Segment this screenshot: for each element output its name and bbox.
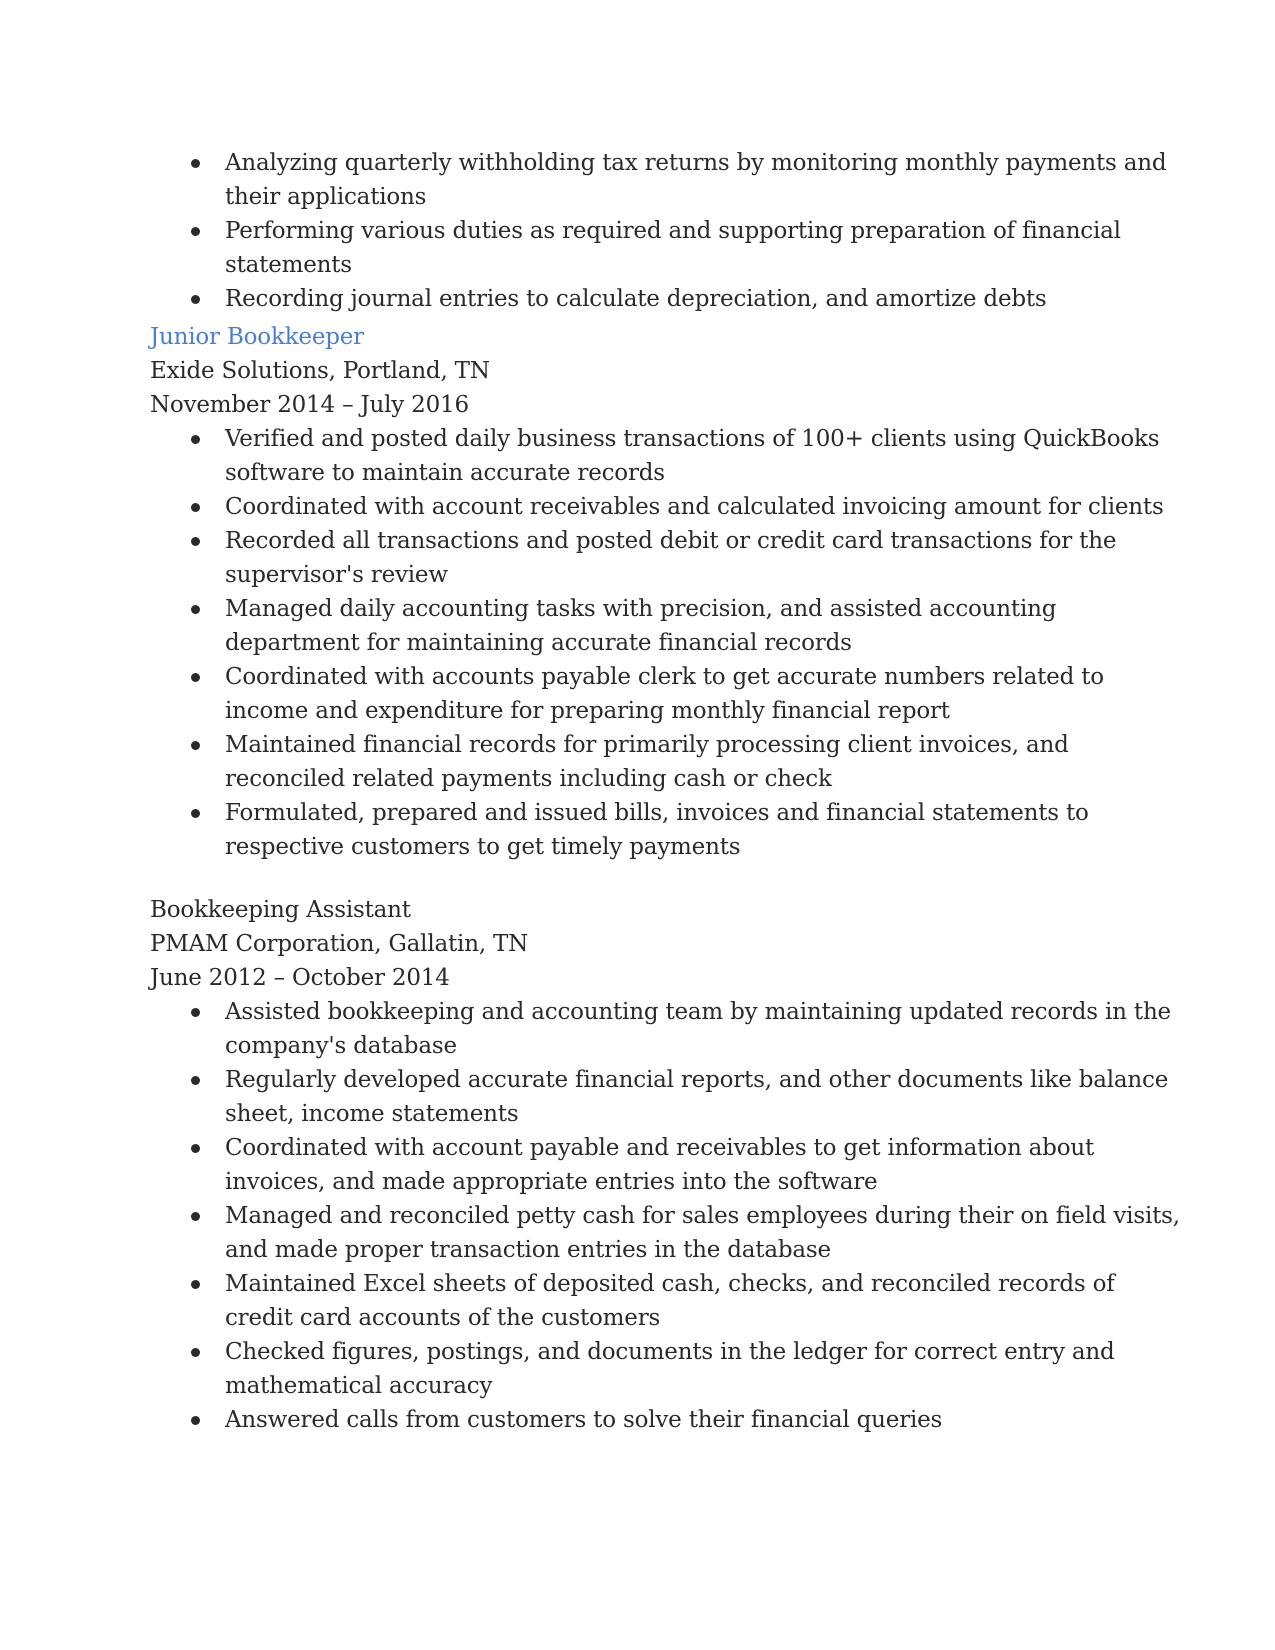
bullet-icon <box>191 159 200 168</box>
bullet-text: Maintained Excel sheets of deposited cash, checks, and reconciled records of credit card accounts of the customers <box>225 1271 1115 1331</box>
bullet-text: Managed and reconciled petty cash for sales employees during their on field visits, and made proper transaction entries in the database <box>225 1203 1180 1263</box>
bullet-text: Formulated, prepared and issued bills, invoices and financial statements to respective customers to get timely payments <box>225 800 1089 860</box>
bullet-text: Regularly developed accurate financial reports, and other documents like balance sheet, income statements <box>225 1067 1169 1127</box>
list-item <box>150 1403 1185 1437</box>
bullet-text: Recorded all transactions and posted debit or credit card transactions for the supervisor's review <box>225 528 1117 588</box>
list-item <box>150 524 1185 592</box>
bullet-text: Coordinated with account receivables and calculated invoicing amount for clients <box>225 494 1164 520</box>
bullet-icon <box>191 503 200 512</box>
bullet-icon <box>191 673 200 682</box>
job-company: PMAM Corporation, Gallatin, TN <box>150 931 529 957</box>
previous-job-section <box>150 146 1167 316</box>
bullet-text: Analyzing quarterly withholding tax returns by monitoring monthly payments and their applications <box>225 150 1167 210</box>
bullet-icon <box>191 1348 200 1357</box>
job-title: Bookkeeping Assistant <box>150 897 411 923</box>
previous-job-bullets <box>150 146 1167 316</box>
list-item <box>150 1199 1185 1267</box>
bullet-text: Verified and posted daily business transactions of 100+ clients using QuickBooks software to maintain accurate records <box>225 426 1160 486</box>
list-item <box>150 214 1185 282</box>
list-item <box>150 995 1185 1063</box>
list-item <box>150 1063 1185 1131</box>
bullet-icon <box>191 1416 200 1425</box>
bullet-icon <box>191 605 200 614</box>
bullet-text: Answered calls from customers to solve their financial queries <box>225 1407 943 1433</box>
job-title: Junior Bookkeeper <box>150 324 364 350</box>
bullet-text: Coordinated with account payable and receivables to get information about invoices, and made appropriate entries into the software <box>225 1135 1095 1195</box>
bullet-icon <box>191 295 200 304</box>
bullet-text: Performing various duties as required and supporting preparation of financial statements <box>225 218 1121 278</box>
bullet-text: Checked figures, postings, and documents in the ledger for correct entry and mathematical accuracy <box>225 1339 1115 1399</box>
list-item <box>150 796 1185 864</box>
job-dates: November 2014 – July 2016 <box>150 392 469 418</box>
bullet-icon <box>191 1212 200 1221</box>
list-item <box>150 728 1185 796</box>
list-item <box>150 660 1185 728</box>
bullet-icon <box>191 1076 200 1085</box>
bullet-text: Coordinated with accounts payable clerk to get accurate numbers related to income and expenditure for preparing monthly financial report <box>225 664 1104 724</box>
list-item <box>150 1131 1185 1199</box>
bullet-icon <box>191 741 200 750</box>
list-item <box>150 146 1185 214</box>
job-bookkeeping-assistant <box>150 893 1180 1437</box>
bullet-text: Maintained financial records for primarily processing client invoices, and reconciled related payments including cash or check <box>225 732 1069 792</box>
job-bullets <box>150 422 1164 864</box>
bullet-icon <box>191 537 200 546</box>
job-company: Exide Solutions, Portland, TN <box>150 358 490 384</box>
job-bullets <box>150 995 1180 1437</box>
bullet-text: Recording journal entries to calculate depreciation, and amortize debts <box>225 286 1047 312</box>
bullet-icon <box>191 1280 200 1289</box>
list-item <box>150 1267 1185 1335</box>
list-item <box>150 422 1185 490</box>
list-item <box>150 592 1185 660</box>
bullet-icon <box>191 435 200 444</box>
bullet-icon <box>191 227 200 236</box>
list-item <box>150 1335 1185 1403</box>
bullet-icon <box>191 809 200 818</box>
list-item <box>150 490 1185 524</box>
bullet-text: Assisted bookkeeping and accounting team by maintaining updated records in the company's database <box>225 999 1171 1059</box>
job-junior-bookkeeper <box>150 320 1164 864</box>
bullet-text: Managed daily accounting tasks with precision, and assisted accounting department for maintaining accurate financial records <box>225 596 1057 656</box>
list-item <box>150 282 1185 316</box>
bullet-icon <box>191 1144 200 1153</box>
bullet-icon <box>191 1008 200 1017</box>
job-dates: June 2012 – October 2014 <box>150 965 450 991</box>
